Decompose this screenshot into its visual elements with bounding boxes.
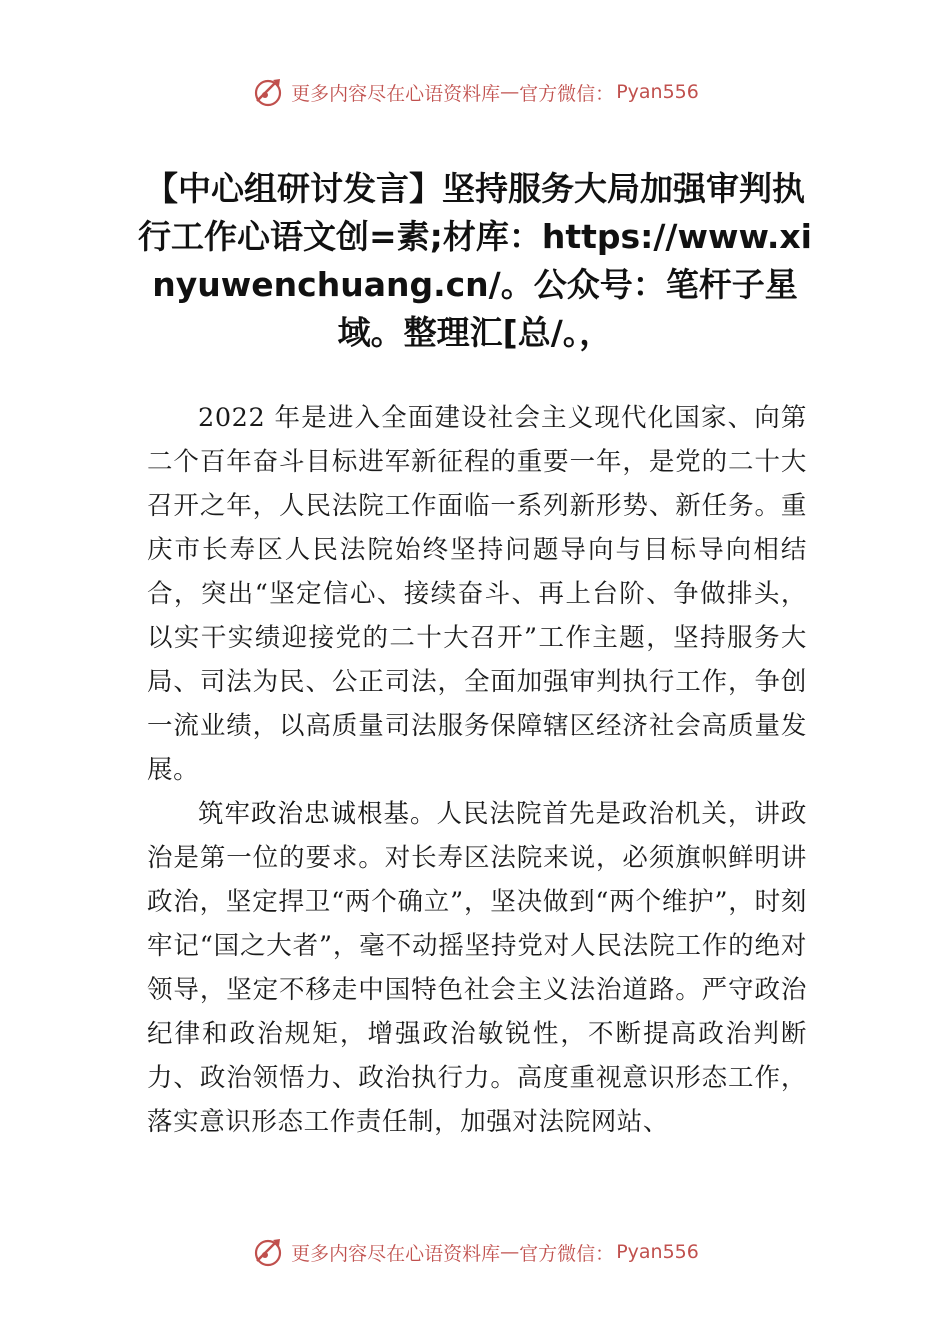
- footer-banner: [0, 1232, 950, 1272]
- banner-brand: 更多内容尽在心语资料库: [291, 1242, 501, 1265]
- paragraph-1: [147, 396, 807, 792]
- paragraph-text: 2022 年是进入全面建设社会主义现代化国家、向第二个百年奋斗目标进军新征程的重要一年，是党的二十大召开之年，人民法院工作面临一系列新形势、新任务。重庆市长寿区人民法院始终坚持问题导向与目标导向相结合，突出“坚定信心、接续奋斗、再上台阶、争做排头，以实干实绩迎接党的二十大召开”工作主题，坚持服务大局、司法为民、公正司法，全面加强审判执行工作，争创一流业绩，以高质量司法服务保障辖区经济社会高质量发展。: [147, 403, 807, 785]
- banner-handle: Pyan556: [616, 1241, 699, 1263]
- banner-separator: —: [500, 1241, 520, 1263]
- paragraph-text: 人民法院首先是政治机关，讲政治是第一位的要求。对长寿区法院来说，必须旗帜鲜明讲政治，坚定捍卫“两个确立”，坚决做到“两个维护”，时刻牢记“国之大者”，毫不动摇坚持党对人民法院工作的绝对领导，坚定不移走中国特色社会主义法治道路。严守政治纪律和政治规矩，增强政治敏锐性，不断提高政治判断力、政治领悟力、政治执行力。高度重视意识形态工作，落实意识形态工作责任制，加强对法院网站、: [147, 799, 808, 1137]
- banner-wechat-label: 官方微信：: [519, 82, 615, 105]
- page-title: 【中心组研讨发言】坚持服务大局加强审判执行工作心语文创=素;材库：https://www.xinyuwenchuang.cn/。公众号：笔杆子星域。整理汇[总/。，: [138, 169, 812, 352]
- document-body: [147, 396, 807, 1144]
- banner-brand: 更多内容尽在心语资料库: [291, 82, 501, 105]
- banner-handle: Pyan556: [616, 81, 699, 103]
- logo-icon: [251, 1235, 285, 1269]
- banner-wechat-label: 官方微信：: [519, 1242, 615, 1265]
- banner-separator: —: [500, 81, 520, 103]
- paragraph-lead: 筑牢政治忠诚根基。: [198, 799, 437, 829]
- header-banner: [0, 72, 950, 112]
- paragraph-2: [147, 792, 807, 1144]
- logo-icon: [251, 75, 285, 109]
